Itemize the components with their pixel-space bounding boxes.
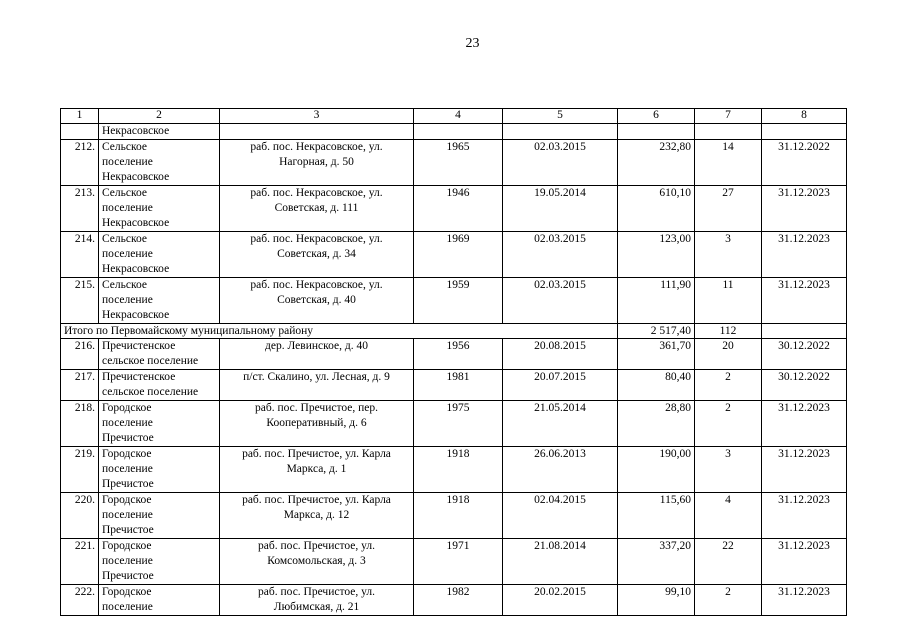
cell-count: 14 xyxy=(695,140,762,186)
table-row xyxy=(61,539,847,585)
cell-date: 02.03.2015 xyxy=(503,140,618,186)
cell-area: 361,70 xyxy=(618,339,695,370)
header-row xyxy=(61,109,847,124)
address-line: раб. пос. Пречистое, ул. Карла xyxy=(242,448,391,460)
cell-deadline: 31.12.2023 xyxy=(762,232,847,278)
cell-number: 219. xyxy=(61,447,99,493)
cell-address xyxy=(220,124,414,140)
settlement-line: Сельское xyxy=(102,141,148,153)
cell-settlement xyxy=(99,140,220,186)
settlement-line: Пречистое xyxy=(102,524,154,536)
settlement-line: Сельское xyxy=(102,279,148,291)
cell-settlement xyxy=(99,401,220,447)
cell-count xyxy=(695,124,762,140)
cell-date: 21.05.2014 xyxy=(503,401,618,447)
table-row xyxy=(61,339,847,370)
cell-year: 1918 xyxy=(414,447,503,493)
cell-address xyxy=(220,232,414,278)
settlement-line: Пречистое xyxy=(102,432,154,444)
address-line: Кооперативный, д. 6 xyxy=(266,417,367,429)
cell-date: 02.03.2015 xyxy=(503,232,618,278)
table-row xyxy=(61,447,847,493)
settlement-line: Городское xyxy=(102,448,152,460)
cell-number: 222. xyxy=(61,585,99,616)
settlement-line: Городское xyxy=(102,494,152,506)
cell-count: 20 xyxy=(695,339,762,370)
cell-date: 19.05.2014 xyxy=(503,186,618,232)
cell-number: 218. xyxy=(61,401,99,447)
continuation-row xyxy=(61,124,847,140)
cell-year: 1971 xyxy=(414,539,503,585)
column-header: 6 xyxy=(618,109,695,124)
cell-address xyxy=(220,493,414,539)
cell-year: 1969 xyxy=(414,232,503,278)
column-header: 7 xyxy=(695,109,762,124)
address-line: раб. пос. Некрасовское, ул. xyxy=(250,187,383,199)
cell-settlement xyxy=(99,186,220,232)
settlement-line: Сельское xyxy=(102,187,148,199)
cell-number: 214. xyxy=(61,232,99,278)
cell-settlement xyxy=(99,585,220,616)
cell-date: 26.06.2013 xyxy=(503,447,618,493)
cell-deadline: 30.12.2022 xyxy=(762,370,847,401)
cell-year: 1982 xyxy=(414,585,503,616)
address-line: Нагорная, д. 50 xyxy=(279,156,354,168)
address-line: раб. пос. Пречистое, ул. xyxy=(258,586,375,598)
cell-area: 232,80 xyxy=(618,140,695,186)
cell-deadline: 31.12.2022 xyxy=(762,140,847,186)
settlement-line: Некрасовское xyxy=(102,263,170,275)
cell-count: 11 xyxy=(695,278,762,324)
cell-area: 190,00 xyxy=(618,447,695,493)
total-label: Итого по Первомайскому муниципальному району xyxy=(61,324,618,339)
cell-number: 217. xyxy=(61,370,99,401)
column-header: 1 xyxy=(61,109,99,124)
settlement-line: поселение xyxy=(102,248,153,260)
address-line: раб. пос. Некрасовское, ул. xyxy=(250,233,383,245)
column-header: 8 xyxy=(762,109,847,124)
cell-deadline xyxy=(762,124,847,140)
settlement-line: поселение xyxy=(102,294,153,306)
cell-area: 115,60 xyxy=(618,493,695,539)
cell-address xyxy=(220,278,414,324)
column-header: 5 xyxy=(503,109,618,124)
settlement-line: сельское поселение xyxy=(102,386,199,398)
cell-date xyxy=(503,124,618,140)
address-line: Маркса, д. 12 xyxy=(283,509,350,521)
cell-area xyxy=(618,124,695,140)
cell-area: 99,10 xyxy=(618,585,695,616)
cell-year: 1965 xyxy=(414,140,503,186)
table-row xyxy=(61,232,847,278)
cell-number: 216. xyxy=(61,339,99,370)
cell-deadline: 31.12.2023 xyxy=(762,493,847,539)
cell-number: 215. xyxy=(61,278,99,324)
cell-count: 2 xyxy=(695,585,762,616)
total-count: 112 xyxy=(695,324,762,339)
cell-settlement xyxy=(99,447,220,493)
cell-address xyxy=(220,370,414,401)
total-area: 2 517,40 xyxy=(618,324,695,339)
table-row xyxy=(61,370,847,401)
cell-count: 2 xyxy=(695,401,762,447)
cell-year: 1975 xyxy=(414,401,503,447)
settlement-line: поселение xyxy=(102,156,153,168)
cell-settlement xyxy=(99,493,220,539)
cell-count: 3 xyxy=(695,232,762,278)
cell-number: 213. xyxy=(61,186,99,232)
address-line: раб. пос. Некрасовское, ул. xyxy=(250,141,383,153)
settlement-line: Некрасовское xyxy=(102,217,170,229)
cell-address xyxy=(220,539,414,585)
cell-settlement xyxy=(99,370,220,401)
table-row xyxy=(61,493,847,539)
table-row xyxy=(61,401,847,447)
cell-deadline: 31.12.2023 xyxy=(762,585,847,616)
cell-count: 27 xyxy=(695,186,762,232)
cell-settlement xyxy=(99,539,220,585)
cell-year: 1981 xyxy=(414,370,503,401)
address-line: Советская, д. 34 xyxy=(277,248,356,260)
cell-address xyxy=(220,447,414,493)
cell-area: 610,10 xyxy=(618,186,695,232)
cell-address xyxy=(220,585,414,616)
cell-year: 1956 xyxy=(414,339,503,370)
total-row xyxy=(61,324,847,339)
address-line: Советская, д. 40 xyxy=(277,294,356,306)
table-row xyxy=(61,585,847,616)
cell-settlement: Некрасовское xyxy=(99,124,220,140)
settlement-line: сельское поселение xyxy=(102,355,199,367)
cell-date: 02.04.2015 xyxy=(503,493,618,539)
settlement-line: Сельское xyxy=(102,233,148,245)
column-header: 3 xyxy=(220,109,414,124)
cell-year: 1918 xyxy=(414,493,503,539)
address-line: Любимская, д. 21 xyxy=(273,601,360,613)
table-row xyxy=(61,140,847,186)
settlement-line: поселение xyxy=(102,509,153,521)
cell-address xyxy=(220,186,414,232)
cell-settlement xyxy=(99,278,220,324)
address-line: Советская, д. 111 xyxy=(274,202,359,214)
address-line: Комсомольская, д. 3 xyxy=(267,555,366,567)
cell-area: 111,90 xyxy=(618,278,695,324)
table-row xyxy=(61,186,847,232)
cell-settlement xyxy=(99,232,220,278)
cell-count: 2 xyxy=(695,370,762,401)
settlement-line: поселение xyxy=(102,555,153,567)
cell-address xyxy=(220,401,414,447)
cell-year: 1946 xyxy=(414,186,503,232)
cell-deadline: 31.12.2023 xyxy=(762,278,847,324)
cell-deadline: 31.12.2023 xyxy=(762,539,847,585)
cell-address xyxy=(220,339,414,370)
cell-address xyxy=(220,140,414,186)
settlement-line: Пречистенское xyxy=(102,340,176,352)
cell-number xyxy=(61,124,99,140)
cell-date: 02.03.2015 xyxy=(503,278,618,324)
column-header: 2 xyxy=(99,109,220,124)
settlement-line: Городское xyxy=(102,586,152,598)
cell-date: 21.08.2014 xyxy=(503,539,618,585)
address-line: раб. пос. Некрасовское, ул. xyxy=(250,279,383,291)
cell-year: 1959 xyxy=(414,278,503,324)
cell-deadline: 31.12.2023 xyxy=(762,447,847,493)
settlement-line: Городское xyxy=(102,540,152,552)
address-line: дер. Левинское, д. 40 xyxy=(265,340,368,352)
address-line: п/ст. Скалино, ул. Лесная, д. 9 xyxy=(243,371,390,383)
cell-area: 337,20 xyxy=(618,539,695,585)
cell-deadline: 30.12.2022 xyxy=(762,339,847,370)
settlement-line: поселение xyxy=(102,601,153,613)
settlement-line: поселение xyxy=(102,202,153,214)
settlement-line: поселение xyxy=(102,417,153,429)
cell-date: 20.08.2015 xyxy=(503,339,618,370)
housing-register-table xyxy=(60,108,847,616)
cell-area: 80,40 xyxy=(618,370,695,401)
page-number: 23 xyxy=(465,36,480,51)
cell-deadline xyxy=(762,324,847,339)
cell-deadline: 31.12.2023 xyxy=(762,186,847,232)
column-header: 4 xyxy=(414,109,503,124)
cell-deadline: 31.12.2023 xyxy=(762,401,847,447)
table-row xyxy=(61,278,847,324)
settlement-line: Некрасовское xyxy=(102,171,170,183)
settlement-line: Пречистенское xyxy=(102,371,176,383)
settlement-line: Некрасовское xyxy=(102,309,170,321)
address-line: раб. пос. Пречистое, пер. xyxy=(255,402,378,414)
cell-number: 212. xyxy=(61,140,99,186)
cell-number: 221. xyxy=(61,539,99,585)
address-line: Маркса, д. 1 xyxy=(286,463,347,475)
cell-number: 220. xyxy=(61,493,99,539)
cell-year xyxy=(414,124,503,140)
cell-date: 20.07.2015 xyxy=(503,370,618,401)
cell-count: 22 xyxy=(695,539,762,585)
cell-count: 3 xyxy=(695,447,762,493)
address-line: раб. пос. Пречистое, ул. Карла xyxy=(242,494,391,506)
settlement-line: Пречистое xyxy=(102,478,154,490)
address-line: раб. пос. Пречистое, ул. xyxy=(258,540,375,552)
cell-area: 28,80 xyxy=(618,401,695,447)
settlement-line: Пречистое xyxy=(102,570,154,582)
cell-settlement xyxy=(99,339,220,370)
settlement-line: поселение xyxy=(102,463,153,475)
cell-count: 4 xyxy=(695,493,762,539)
cell-area: 123,00 xyxy=(618,232,695,278)
settlement-line: Городское xyxy=(102,402,152,414)
cell-date: 20.02.2015 xyxy=(503,585,618,616)
